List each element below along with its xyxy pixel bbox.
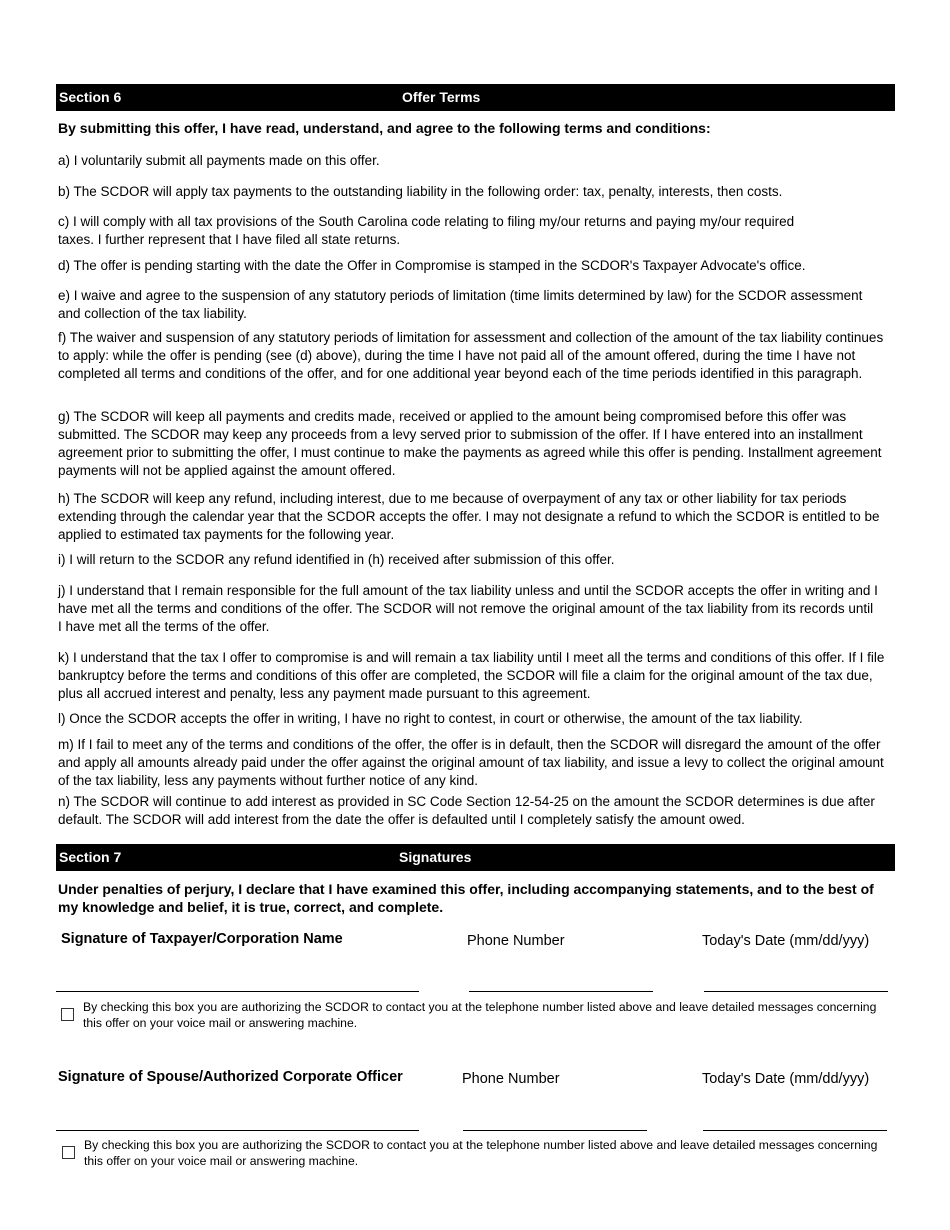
term-d: d) The offer is pending starting with the date the Offer in Compromise is stamped in the SCDOR's Taxpayer Advocate's office. [58, 258, 806, 273]
term-f: f) The waiver and suspension of any statutory periods of limitation for assessment and collection of the amount of the tax liability continues to apply: while the offer is pending (see (d) above), during the time I have not paid all of the amount offered, during the time I have not completed all terms and conditions of the offer, and for one additional year beyond each of the time periods identified in this paragraph. [58, 330, 884, 381]
term-m: m) If I fail to meet any of the terms and conditions of the offer, the offer is in default, then the SCDOR will disregard the amount of the offer and apply all amounts already paid under the offer against the original amount of tax liability, and issue a levy to collect the original amount of the tax liability, less any payments without further notice of any kind. [58, 737, 884, 788]
spouse-consent-checkbox[interactable] [62, 1146, 75, 1159]
term-e: e) I waive and agree to the suspension of any statutory periods of limitation (time limits determined by law) for the SCDOR assessment and collection of the tax liability. [58, 288, 863, 321]
section-7-number: Section 7 [59, 849, 122, 865]
spouse-date-label: Today's Date (mm/dd/yyy) [702, 1071, 870, 1087]
spouse-date-line[interactable] [703, 1130, 887, 1131]
term-j: j) I understand that I remain responsible for the full amount of the tax liability unless and until the SCDOR accepts the offer in writing and I have met all the terms and conditions of the offer. The SCDOR will not remove the original amount of the tax liability from its records until I have met all the terms of the offer. [58, 583, 878, 634]
term-k: k) I understand that the tax I offer to compromise is and will remain a tax liability until I meet all the terms and conditions of this offer. If I file bankruptcy before the terms and conditions of this offer are completed, the SCDOR will file a claim for the original amount of the tax due, plus all accrued interest and penalty, less any payment made pursuant to this agreement. [58, 650, 885, 701]
perjury-declaration: Under penalties of perjury, I declare that I have examined this offer, including accompanying statements, and to the best of my knowledge and belief, it is true, correct, and complete. [58, 881, 874, 915]
term-n: n) The SCDOR will continue to add interest as provided in SC Code Section 12-54-25 on the amount the SCDOR determines is due after default. The SCDOR will add interest from the date the offer is defaulted until I completely satisfy the amount owed. [58, 794, 875, 827]
term-c: c) I will comply with all tax provisions of the South Carolina code relating to filing my/our returns and paying my/our required taxes. I further represent that I have filed all state returns. [58, 214, 795, 247]
section-6-title: Offer Terms [402, 89, 481, 105]
spouse-signature-label: Signature of Spouse/Authorized Corporate Officer [58, 1069, 403, 1085]
taxpayer-signature-line[interactable] [56, 991, 419, 992]
section-6-number: Section 6 [59, 89, 122, 105]
taxpayer-consent-checkbox[interactable] [61, 1008, 74, 1021]
taxpayer-consent-text: By checking this box you are authorizing the SCDOR to contact you at the telephone number listed above and leave detailed messages concerning this offer on your voice mail or answering machine. [83, 1000, 877, 1030]
section-7-header [56, 844, 895, 871]
terms-intro: By submitting this offer, I have read, understand, and agree to the following terms and conditions: [58, 120, 711, 136]
term-h: h) The SCDOR will keep any refund, including interest, due to me because of overpayment of any tax or other liability for tax periods extending through the calendar year that the SCDOR accepts the offer. I may not designate a refund to which the SCDOR is entitled to be applied to estimated tax payments for the following year. [58, 491, 880, 542]
term-b: b) The SCDOR will apply tax payments to the outstanding liability in the following order: tax, penalty, interests, then costs. [58, 184, 783, 199]
spouse-phone-label: Phone Number [462, 1071, 560, 1087]
taxpayer-phone-label: Phone Number [467, 933, 565, 949]
taxpayer-date-label: Today's Date (mm/dd/yyy) [702, 933, 870, 949]
spouse-signature-line[interactable] [56, 1130, 419, 1131]
term-g: g) The SCDOR will keep all payments and credits made, received or applied to the amount being compromised before this offer was submitted. The SCDOR may keep any proceeds from a levy served prior to submission of the offer. If I have entered into an installment agreement prior to submitting the offer, I must continue to make the payments as agreed while this offer is pending. Installment agreement payments will not be applied against the amount offered. [58, 409, 882, 478]
term-l: l) Once the SCDOR accepts the offer in writing, I have no right to contest, in court or otherwise, the amount of the tax liability. [58, 711, 803, 726]
term-a: a) I voluntarily submit all payments made on this offer. [58, 153, 380, 168]
taxpayer-date-line[interactable] [704, 991, 888, 992]
spouse-phone-line[interactable] [463, 1130, 647, 1131]
section-7-title: Signatures [399, 849, 472, 865]
spouse-consent-text: By checking this box you are authorizing the SCDOR to contact you at the telephone number listed above and leave detailed messages concerning this offer on your voice mail or answering machine. [84, 1138, 878, 1168]
taxpayer-signature-label: Signature of Taxpayer/Corporation Name [61, 931, 343, 947]
term-i: i) I will return to the SCDOR any refund identified in (h) received after submission of this offer. [58, 552, 615, 567]
taxpayer-phone-line[interactable] [469, 991, 653, 992]
section-6-header [56, 84, 895, 111]
